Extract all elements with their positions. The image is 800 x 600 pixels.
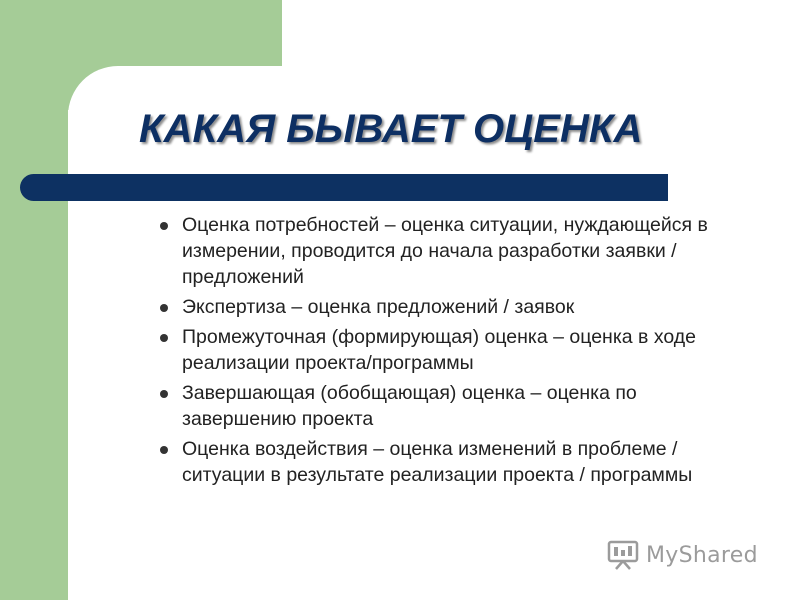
bullet-text: Завершающая (обобщающая) оценка – оценка по завершению проекта — [182, 382, 637, 430]
title-underline-bar — [20, 174, 668, 201]
slide-title: КАКАЯ БЫВАЕТ ОЦЕНКА — [139, 107, 643, 151]
bullet-dot-icon — [160, 304, 168, 312]
bullet-text: Промежуточная (формирующая) оценка – оценка в ходе реализации проекта/программы — [182, 326, 696, 374]
watermark-text: MyShared — [646, 542, 758, 568]
bullet-item — [160, 324, 750, 376]
presentation-board-icon — [606, 538, 640, 572]
bullet-text: Оценка потребностей – оценка ситуации, нуждающейся в измерении, проводится до начала разработки заявки / предложений — [182, 214, 708, 288]
bullet-dot-icon — [160, 390, 168, 398]
bullet-item — [160, 212, 750, 290]
bullet-item — [160, 436, 750, 488]
bullet-item — [160, 294, 750, 320]
bullet-item — [160, 380, 750, 432]
bullet-text: Оценка воздействия – оценка изменений в проблеме / ситуации в результате реализации проекта / программы — [182, 438, 693, 486]
bullet-dot-icon — [160, 334, 168, 342]
bullet-list — [160, 212, 750, 492]
bullet-dot-icon — [160, 222, 168, 230]
bullet-dot-icon — [160, 446, 168, 454]
bullet-text: Экспертиза – оценка предложений / заявок — [182, 296, 575, 318]
watermark[interactable] — [606, 538, 758, 572]
